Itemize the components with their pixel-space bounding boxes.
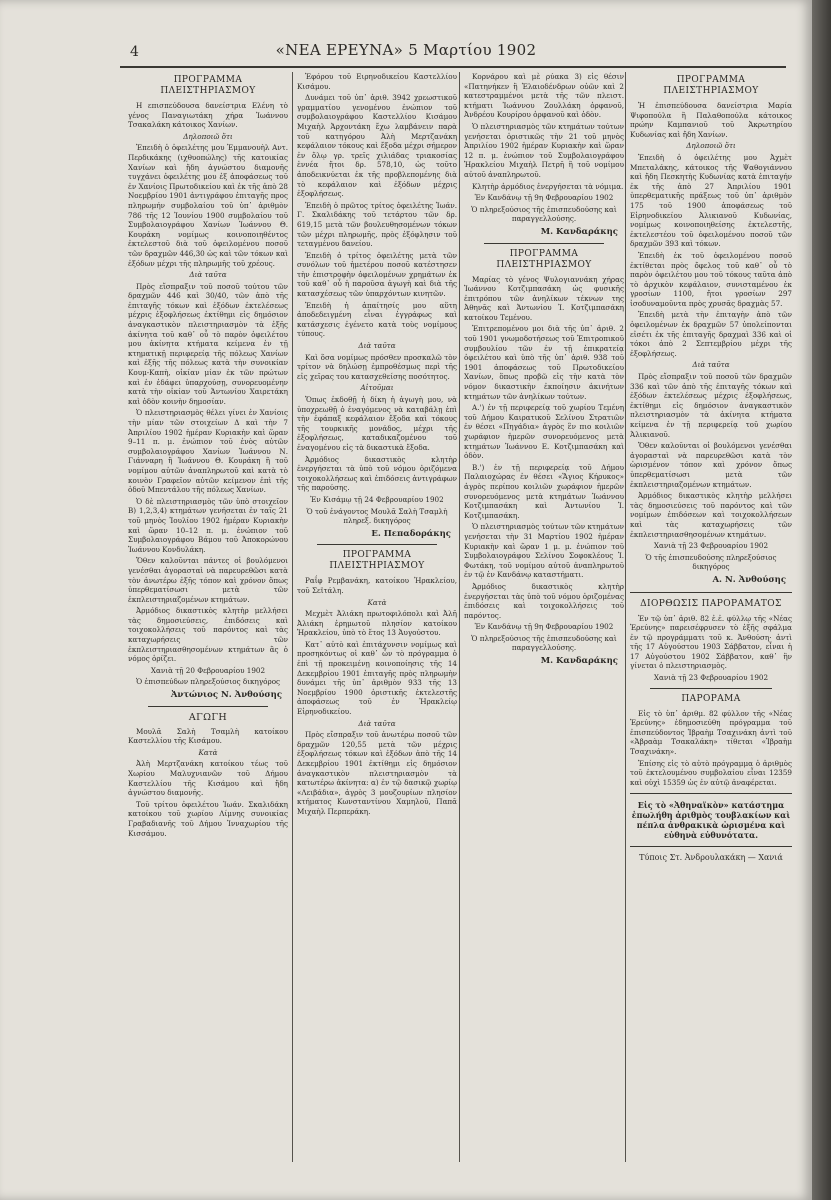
notice-paragraph: Κατ᾽ αὐτὸ καὶ ἐπιτάχυνσιν νομίμως καὶ προσηκόντως οἱ καθ᾽ ὧν τὸ πρόγραμμα ὁ ἐπὶ τῇ προκειμένῃ κοινοποίησις τῆς 14 Δεκεμβρίου 1901 ἐπιταγῆς πρὸς πληρωμὴν δυνάμει τῆς ὑπ᾽ ἀριθμὸν 933 τῆς 13 Νοεμβρίου 1900 ὁριστικῆς ἐκτελεστῆς ἀποφάσεως τοῦ ἐν Ἡρακλείῳ Εἰρηνοδικείου. <box>297 639 457 717</box>
notice-title: ΠΡΟΓΡΑΜΜΑ ΠΛΕΙΣΤΗΡΙΑΣΜΟΥ <box>663 75 759 96</box>
divider <box>650 688 772 689</box>
notice-paragraph: Ἐπειδὴ ὁ ὀφειλέτης μου Ἐμμανουὴλ Αντ. Περδικάκης (ιχθυοπώλης) τῆς κατοικίας Χανίων καὶ ἤδη ἀγνώστου διαμονῆς τυγχάνει ὀφειλέτης μου ἐξ ἀποφάσεως τοῦ ἐν Χανίοις Πρωτοδικείου καὶ ἐκ τῆς ἀπὸ 28 Νοεμβρίου 1901 ἀντιγράφου ἐπιταγῆς προς πληρωμήν συμβολαίου τοῦ ὑπ᾽ ἀριθμὸν 786 τῆς 12 Ἰουνίου 1900 συμβολαίου τοῦ Συμβολαιογράφου Χανίων Ἰωάννου Θ. Κουράκη νομίμως κοινοποιηθέντος ἐκτελεστοῦ διὰ τοῦ ὀφειλομένου ποσοῦ τῶν δραχμῶν 446,30 ὡς καὶ τῶν τόκων καὶ ἐξόδων μέχρι τῆς πληρωμῆς τοῦ χρέους. <box>128 143 288 268</box>
notice-paragraph: Ὅπως ἐκδοθῇ ἡ δίκη ἡ ἀγωγὴ μου, νὰ ὑποχρεωθῇ ὁ ἐναγόμενος νὰ καταβάλῃ ἐπὶ τὴν ἐφάπαξ κεφάλαιον ἔξοδα καὶ τόκους τῆς τουρκικῆς μονάδος, μέχρι τῆς ἐξοφλήσεως, καταδικαζομένου τοῦ ἐναγομένου εἰς τὰ δικαστικὰ ἔξοδα. <box>297 395 457 452</box>
signature-note: Ὁ ἐπισπεύδων πληρεξούσιος δικηγόρος <box>135 677 281 687</box>
section-heading: Διὰ ταῦτα <box>358 718 396 728</box>
declare-heading: Δηλοποιῶ ὅτι <box>183 131 233 141</box>
column-4 <box>630 72 792 1162</box>
page-number: 4 <box>130 44 139 60</box>
notice-date: Ἐν Κισάμῳ τῇ 24 Φεβρουαρίου 1902 <box>310 494 444 504</box>
column-3 <box>464 72 624 1162</box>
notice-paragraph: Πρὸς εἴσπραξιν τοῦ ποσοῦ τῶν δραχμῶν 336 καὶ τῶν ἀπὸ τῆς ἐπιταγῆς τόκων καὶ ἐξόδων ἐκτελέσεως μέχρις ἐξοφλήσεως, ἐκτίθημι εἰς δημόσιον ἀναγκαστικὸν πλειστηριασμὸν τὰ ἀκίνητα κτήματα κείμενα ἐν τῇ περιφερείᾳ τοῦ χωρίου Ἁλικιανοῦ. <box>630 372 792 439</box>
notice-date: Ἐν Κανδάνῳ τῇ 9η Φεβρουαρίου 1902 <box>474 622 614 632</box>
signature: Ἀντώνιος Ν. Ἀνθούσης <box>170 690 282 701</box>
notice-paragraph: Ἐφόρου τοῦ Ειρηνοδικείου Καστελλίου Κισάμου. <box>297 72 457 91</box>
notice-date: Ἐν Κανδάνῳ τῇ 9η Φεβρουαρίου 1902 <box>474 193 614 203</box>
notice-paragraph: Ὁ πλειστηριασμὸς τῶν κτημάτων τούτων γενήσεται ὁριστικῶς τὴν 21 τοῦ μηνὸς Ἀπριλίου 1902 ἡμέραν Κυριακὴν καὶ ὥραν 12 π. μ. ἐνώπιον τοῦ Συμβολαιογράφου Ἡρακλείου Μιχαὴλ Πετρῆ ἢ τοῦ νομίμου αὐτοῦ ἀναπληρωτοῦ. <box>464 121 624 179</box>
signature: Α. Ν. Ἀνθούσης <box>712 574 786 585</box>
binding-edge <box>812 0 831 1200</box>
section-heading: Διὰ ταῦτα <box>692 360 730 370</box>
notice-paragraph: Ἐπειδὴ ὁ ὀφειλέτης μου Ἀχμὲτ Μπεταλάκης, κάτοικος τῆς Ψαθογιάννου καὶ ἤδη Πεσκητὴς Κυδωνίας κατὰ ἐπιταγήν ἐκ τῆς ἀπὸ 27 Ἀπριλίου 1901 ὑπερθεματικῆς πράξεως τοῦ ὑπ᾽ ἀριθμὸν 175 τοῦ 1900 ἀποφάσεως τοῦ Εἰρηνοδικείου Ἀλικιανοῦ Κυδωνίας, νομίμως κοινοποιηθείσης ἐκτελεστῆς, ἐκτελεστέου τοῦ ὀφειλομένου ποσοῦ τῶν δραχμῶν 393 καὶ τόκων. <box>630 152 792 249</box>
divider <box>317 544 437 545</box>
notice-paragraph: Κορνάρου καὶ μὲ ρύακα 3) εἰς θέσιν «Πατηνήκεν ἢ Ἑλαιοδένδρων οὐῶν καὶ 2 κατεστραμμένοι μετὰ τῆς τῶν πλειστ. κτήματι Ἰωάννου Ζουλλάκη ὀρφανοῦ, Ἀνδρέου Κουρίρου ὀρφανοῦ καὶ ὁδὸν. <box>464 72 624 120</box>
signature-note: Ὁ τῆς ἐπισπευδούσης πληρεξούσιος δικηγόρος <box>645 552 777 572</box>
notice-paragraph: Ἐπίσης εἰς τὸ αὐτὸ πρόγραμμα ὁ ἀριθμὸς τοῦ ἐκτελουμένου συμβολαίου εἶναι 12359 καὶ οὐχὶ 15359 ὡς ἐν αὐτῷ ἀναφέρεται. <box>630 758 792 787</box>
section-heading: Αἰτοῦμαι <box>360 383 394 393</box>
column-2 <box>297 72 457 1162</box>
notice-paragraph: Ἀρμόδιος δικαστικὸς κλητὴρ ἐνεργήσεται τὰ ὑπὸ τοῦ νόμου ὁριζόμενα τοιχοκολλήσεως καὶ ἐπιδόσεις ἀντιγράφων τῆς παρούσης. <box>297 454 457 493</box>
divider <box>148 706 268 707</box>
notice-paragraph: Δυνάμει τοῦ ὑπ᾽ ἀριθ. 3942 χρεωστικοῦ γραμματίου γενομένου ἐνώπιον τοῦ συμβολαιογράφου Καστελλίου Κισάμου Μιχαὴλ Ἀρχοντάκη ἔχω λαμβάνειν παρὰ τοῦ κατηγόρου Ἀλὴ Μερτζανάκη κεφάλαιον τόκους καὶ ἔξοδα μέχρι σήμερον ἐν ὅλῳ γρ. τρεῖς χιλιάδας τριακοσίας ἑννέα ἤτοι δρ. 578,10, ὡς τοῦτο ἀποδεικνύεται ἐκ τῆς προβλεπομένης διὰ τὸ κεφάλαιον καὶ ἐξόδων μέχρις ἐξοφλήσεως. <box>297 93 457 199</box>
column-divider <box>625 72 626 1162</box>
section-heading: Κατὰ <box>198 747 218 757</box>
signature: Μ. Κανδαράκης <box>540 656 618 667</box>
notice-paragraph: Ἐπειδὴ ἐκ τοῦ ὀφειλομένου ποσοῦ ἐκτίθεται πρὸς ὄφελος τοῦ καθ᾽ οὗ τὸ παρὸν ὀφειλέτου μου τοῦ τόκους ταῦτα ἀπὸ τὸ ἀρχικὸν κεφάλαιον, συνισταμένου ἐκ γροσίων 1100, ἤτοι γροσίων 297 ἰσοδυναμοῦντα πρὸς χρυσᾶς δραχμὰς 57. <box>630 250 792 308</box>
notice-date: Χανιὰ τῇ 20 Φεβρουαρίου 1902 <box>150 665 266 675</box>
column-1 <box>128 72 288 1162</box>
divider <box>630 793 792 794</box>
notice-paragraph: Ἀρμόδιος δικαστικὸς κλητὴρ ἐνεργήσεται τὰς ὑπὸ τοῦ νόμου ὁριζομένας ἐπιδόσεις καὶ τοιχοκολλήσεις τοῦ παρόντος. <box>464 581 624 620</box>
section-heading: Κατὰ <box>367 597 387 607</box>
notice-title: ΠΡΟΓΡΑΜΜΑ ΠΛΕΙΣΤΗΡΙΑΣΜΟΥ <box>329 550 425 572</box>
notice-paragraph: Καὶ ὅσα νομίμως πρόσθεν προσκαλῶ τὸν τρίτον νὰ δηλώσῃ ἐμπροθέσμως περὶ τῆς εἰς χεῖρας του κατασχεθείσης ποσότητος. <box>297 352 457 381</box>
notice-paragraph: Β.') ἐν τῇ περιφερείᾳ τοῦ Δήμου Παλαιοχώρας ἐν θέσει «Ἅγιος Κήρυκος» ἀγρὸς περίπου κοιλιῶν χωράφιον ἡμερῶν συνορευόμενος μετὰ κτημάτων Ἰωάννου Κοτζιμπασάκη καὶ Ἀντωνίου Ἰ. Κοτζιμπασάκη. <box>464 462 624 520</box>
notice-paragraph: Πρὸς εἴσπραξιν τοῦ ποσοῦ τούτου τῶν δραχμῶν 446 καὶ 30/40, τῶν ἀπὸ τῆς ἐπιταγῆς τόκων καὶ ἐξόδων ἐκτελέσεως μέχρις ἐξοφλήσεως ἐκτίθημι εἰς δημόσιον ἀναγκαστικὸν πλειστηριασμὸν τὰ ἑξῆς ἀκίνητα τοῦ καθ᾽ οὗ τὸ παρὸν ὀφειλέτου μου ἀκίνητα κτήματα κείμενα ἐν τῇ κτηματικῇ περιφερείᾳ τῆς πόλεως Χανίων καὶ ἐξῆς τῆς πόλεως κατὰ τὴν συνοικίαν Κουμ-Καπὴ, οἰκίαν μίαν ἐκ τῶν πρώτων καὶ ἐν ἐδάφει ὑπαρχούσῃ, συνορευομένην κατὰ τὴν οἰκίαν τοῦ Ἀντωνίου Χαιρετάκη καὶ ὁδὸν κοινὴν δημοσίαν. <box>128 281 288 406</box>
notice-paragraph: Ἀρμόδιος δικαστικὸς κλητὴρ μελλήσει τὰς δημοσιεύσεις τοῦ παρόντος καὶ τῶν νομίμων ἐπιδόσεων καὶ τοιχοκολλήσεων καὶ τὰς καταχωρήσεις τῶν ἐκπλειστηριασθησομένων κτημάτων. <box>630 491 792 539</box>
divider <box>484 243 604 244</box>
notice-paragraph: Ἐπειδὴ ὁ πρῶτος τρίτος ὀφειλέτης Ἰωάν. Γ. Σκαλιδάκης τοῦ τετάρτου τῶν δρ. 619,15 μετὰ τῶν βουλευθησομένων τόκων τῶν μέχρι πληρωμῆς, πρὸς ἐξόφλησιν τοῦ τεταγμένου δανείου. <box>297 200 457 249</box>
masthead: «ΝΕΑ ΕΡΕΥΝΑ» 5 Μαρτίου 1902 <box>275 41 537 59</box>
notice-paragraph: Ἐπειδὴ μετὰ τὴν ἐπιταγὴν ἀπὸ τῶν ὀφειλομένων ἐκ δραχμῶν 57 ὑπολείπονται εἰσέτι ἐκ τῆς ἐπιταγῆς δραχμαὶ 336 καὶ οἱ τόκοι ἀπὸ 2 Σεπτεμβρίου μέχρι τῆς ἐξοφλήσεως. <box>630 310 792 358</box>
notice-title: ΠΡΟΓΡΑΜΜΑ ΠΛΕΙΣΤΗΡΙΑΣΜΟΥ <box>160 75 256 96</box>
notice-paragraph: Ἐπειδὴ ὁ τρίτος ὀφειλέτης μετὰ τῶν συνόλων τοῦ ἡμετέρου ποσοῦ κατέστησεν τὴν ἐπιστροφὴν ὀφειλομένων χρημάτων ἐκ τοῦ καθ᾽ οὗ ἡ παροῦσα ἀγωγὴ καὶ διὰ τῆς κατασχέσεως τῶν ὑπαρχόντων κινητῶν. <box>297 250 457 299</box>
notice-paragraph: Τοῦ τρίτου ὀφειλέτου Ἰωάν. Σκαλιδάκη κατοίκου τοῦ χωρίου Λίμνης συνοικίας Γραβαδιανῆς τοῦ Δήμου Ἰνναχωρίου τῆς Κισσάμου. <box>128 799 288 838</box>
section-heading: Διὰ ταῦτα <box>189 270 227 280</box>
printer-credit: Τύποις Στ. Ἀνδρουλακάκη — Χανιά <box>639 853 783 863</box>
notice-title: ΔΙΟΡΘΩΣΙΣ ΠΑΡΟΡΑΜΑΤΟΣ <box>640 598 782 609</box>
advertisement: Εἰς τὸ «Ἀθηναϊκὸν» κατάστημα ἐπωλήθη ἀριθμὸς τουβλακίων καὶ πέπλα ἀνθρακικὰ ὠρισμένα καὶ εὐθηνὰ εὐθυνότατα. <box>631 800 791 841</box>
divider <box>630 846 792 847</box>
signature: Μ. Κανδαράκης <box>540 226 618 237</box>
notice-paragraph: Μουλᾶ Σαλὴ Τσαμλὴ κατοίκου Καστελλίου τῆς Κισάμου. <box>128 726 288 746</box>
notice-paragraph: Πρὸς εἴσπραξιν τοῦ ἀνωτέρω ποσοῦ τῶν δραχμῶν 120,55 μετὰ τῶν μέχρις ἐξοφλήσεως τόκων καὶ ἐξόδων ἀπὸ τῆς 14 Δεκεμβρίου 1901 ἐκτίθημι εἰς δημόσιον ἀναγκαστικὸν πλειστηριασμὸν τὰ κατωτέρω ἀκίνητα: α) ἐν τῷ δασικῷ χωρίῳ «Λειβάδια», ἀγρὸς 3 μουζουρίων πλησίον κτήματος Κωνσταντίνου Χαμηλοῦ, Παπᾶ Μιχαὴλ Περπεράκη. <box>297 730 457 816</box>
notice-paragraph: Ὁ δὲ πλειστηριασμὸς τῶν ὑπὸ στοιχεῖον Β) 1,2,3,4) κτημάτων γενήσεται ἐν ταῖς 21 τοῦ μηνὸς Ἰουλίου 1902 ἡμέραν Κυριακὴν καὶ ὥραν 10–12 π. μ. ἐνώπιον τοῦ Συμβολαιογράφου Βάμου τοῦ Ἀποκορώνου Ἰωάννου Κονδυλάκη. <box>128 496 288 554</box>
notice-paragraph: Κλητὴρ ἀρμόδιος ἐνεργήσεται τὰ νόμιμα. <box>472 181 624 191</box>
notice-paragraph: Ἐπιτρεπομένου μοι διὰ τῆς ὑπ᾽ ἀριθ. 2 τοῦ 1901 γνωμοδοτήσεως τοῦ Ἐπιτροπικοῦ συμβουλίου τῶν ἐν τῇ ἐπικρατείᾳ ὀφειλέτου καὶ ὑπὸ τῆς ὑπ᾽ ἀριθ. 938 τοῦ 1901 ἀποφάσεως τοῦ Πρωτοδικείου Χανίων, ὅπως προβῶ εἰς τὴν κατὰ τὸν νόμον δικαστικὴν ἐκποίησιν ἀκινήτων κτημάτων τῶν ἀνηλίκων τούτων. <box>464 324 624 401</box>
notice-paragraph: Ὁ πλειστηριασμὸς τούτων τῶν κτημάτων γενήσεται τὴν 31 Μαρτίου 1902 ἡμέραν Κυριακὴν καὶ ὥραν 1 μ. μ. ἐνώπιον τοῦ Συμβολαιογράφου Σελίνου Σοφοκλέους Ἰ. Φωτάκη, τοῦ νομίμου αὐτοῦ ἀναπληρωτοῦ ἐν τῷ ἐν Κανδάνῳ καταστήματι. <box>464 522 624 580</box>
column-divider <box>292 72 293 1162</box>
divider <box>630 592 792 593</box>
notice-paragraph: Εἰς τὸ ὑπ᾽ ἀριθμ. 82 φύλλον τῆς «Νέας Ἐρεύνης» ἐδημοσιεύθη πρόγραμμα τοῦ ἐπισπεύδοντος Ἰβραὴμ Τσαχινάκη ἀντὶ τοῦ «Ἀβραὰμ Τσακαλάκη» τίθεται «Ἰβραὴμ Τσαχινάκη». <box>630 708 792 757</box>
notice-paragraph: Ραΐφ Ρεμβανάκη, κατοίκου Ἡρακλείου, τοῦ Σεϊτάλη. <box>297 576 457 595</box>
section-heading: Διὰ ταῦτα <box>358 341 396 351</box>
notice-paragraph: Μαρίας τὸ γένος Ψυλογιαννάκη χήρας Ἰωάννου Κοτζιμπασάκη ὡς φυσικῆς ἐπιτρόπου τῶν ἀνηλίκων τέκνων της Ἀθηνᾶς καὶ Ἀντωνίου Ἰ. Κοτζιμπασάκη κατοίκου Τεμένου. <box>464 274 624 322</box>
signature-note: Ὁ τοῦ ἐνάγοντος Μουλᾶ Σαλὴ Τσαμλὴ πληρεξ. δικηγόρος <box>306 506 448 526</box>
notice-date: Χανιὰ τῇ 23 Φεβρουαρίου 1902 <box>653 673 769 683</box>
signature-note: Ὁ πληρεξούσιος τῆς ἐπισπευδούσης καὶ παραγγελλούσης. <box>471 204 617 224</box>
notice-paragraph: Ἐν τῷ ὑπ᾽ ἀριθ. 82 ἐ.ἐ. φύλλῳ τῆς «Νέας Ἐρεύνης» παρεισέφρυσεν τὸ ἑξῆς σφάλμα ἐν τῷ προγράμματι τοῦ κ. Ἀνθούση· ἀντὶ τῆς 17 Αὐγούστου 1903 Σάββατον, εἶναι ἡ 17 Αὐγούστου 1902 Σάββατον, καθ᾽ ἣν γίνεται ὁ πλειστηριασμὸς. <box>630 613 792 671</box>
notice-paragraph: Ἡ ἐπισπεύδουσα δανείστρια Μαρία Ψιφοπούλα ἢ Παλαθοπούλα κάτοικος πρώην Καμπανιοῦ τοῦ Ἀκρωτηρίου Κυδωνίας καὶ ἤδη Χανίων. <box>630 101 792 139</box>
declare-heading: Δηλοποιῶ ὅτι <box>686 141 736 151</box>
notice-paragraph: Ἀλὴ Μερτζανάκη κατοίκου τέως τοῦ Χωρίου Μαλυχνιανῶν τοῦ Δήμου Καστελλίου τῆς Κισάμου καὶ ἤδη ἀγνώστου διαμονῆς. <box>128 759 288 798</box>
signature-note: Ὁ πληρεξούσιος τῆς ἐπισπευδούσης καὶ παραγγελλούσης. <box>471 633 617 653</box>
notice-date: Χανιὰ τῇ 23 Φεβρουαρίου 1902 <box>653 541 769 551</box>
notice-paragraph: Ὁ πλειστηριασμὸς θέλει γίνει ἐν Χανίοις τὴν μίαν τῶν στοιχείων Δ καὶ τὴν 7 Ἀπριλίου 1902 ἡμέραν Κυριακὴν καὶ ὥραν 9–11 π. μ. ἐνώπιον τοῦ ἐνὸς αὐτῶν συμβολαιογράφου Χανίων Ἰωάννου Ν. Γιάνναρη ἢ Ἰωάννου Θ. Κουράκη ἢ τοῦ νομίμου αὐτῶν ἀναπληρωτοῦ καὶ κατὰ τὸ κοινὸν Γραφεῖον αὐτῶν κείμενον ἐπὶ τῆς ὁδοῦ Μπεντάλου τῆς πόλεως Χανίων. <box>128 408 288 495</box>
signature: Ε. Πεπαδοράκης <box>371 528 451 539</box>
notice-title: ΠΑΡΟΡΑΜΑ <box>681 693 741 704</box>
notice-title: ΑΓΩΓΗ <box>188 711 228 723</box>
notice-paragraph: Ἀρμόδιος δικαστικὸς κλητὴρ μελλήσει τὰς δημοσιεύσεις, ἐπιδόσεις καὶ τοιχοκολλήσεις τοῦ παρόντος καὶ τὰς καταχωρήσεις τῶν ἐκπλειστηριασθησομένων κτημάτων ἃς ὁ νόμος ὁρίζει. <box>128 606 288 664</box>
notice-paragraph: Η επισπεύδουσα δανείστρια Ελένη τὸ γένος Παναγιωτάκη χήρα Ἰωάννου Τσακαλάκη κάτοικος Χανίων. <box>128 101 288 130</box>
header-rule <box>120 66 786 68</box>
notice-paragraph: Μεχμὲτ Ἀλιάκη πρωτοφιλόπολι καὶ Ἀλῆ Ἀλιάκη ἐρημωτοῦ πλησίον κατοίκου Ἡρακλείου, ὑπὸ τὸ ἔτος 13 Ἀυγούστου. <box>297 609 457 638</box>
page-header <box>0 38 812 68</box>
notice-paragraph: Ὅθεν καλοῦνται πάντες οἱ βουλόμενοι γενέσθαι ἀγορασταὶ νὰ παρευρεθῶσι κατὰ τὸν ἀνωτέρω ἑξῆς τόπον καὶ χρόνον ὅπως ὑπερθεματίσωσι μετὰ τῶν ἐκπλειστηριαζομένων κτημάτων. <box>128 556 288 604</box>
notice-title: ΠΡΟΓΡΑΜΜΑ ΠΛΕΙΣΤΗΡΙΑΣΜΟΥ <box>496 248 592 270</box>
notice-paragraph: Ὅθεν καλοῦνται οἱ βουλόμενοι γενέσθαι ἀγορασταὶ νὰ παρευρεθῶσι κατὰ τὸν ὡρισμένον τόπον καὶ χρόνον ὅπως ὑπερθεματίσωσι μετὰ τῶν ἐκπλειστηριαζομένων κτημάτων. <box>630 441 792 489</box>
notice-paragraph: Α.') ἐν τῇ περιφερείᾳ τοῦ χωρίου Τεμένη τοῦ Δήμου Καιρατικοῦ Σελίνου Στρατιῶν ἐν θέσει «Πηγάδια» ἀγρὸς ἓν πιο κοιλιῶν χωράφιον ἡμερῶν συνορευόμενος μετὰ κτημάτων Ἰωάννου Ε. Κοτζιμπασάκη καὶ ὁδὸν. <box>464 403 624 461</box>
notice-paragraph: Ἐπειδὴ ἡ ἀπαίτησίς μου αὕτη ἀποδεδειγμένη εἶναι ἐγγράφως καὶ κατάσχεσις ἐγένετο κατὰ τοὺς νομίμους τύπους. <box>297 300 457 339</box>
column-divider <box>459 72 460 1162</box>
